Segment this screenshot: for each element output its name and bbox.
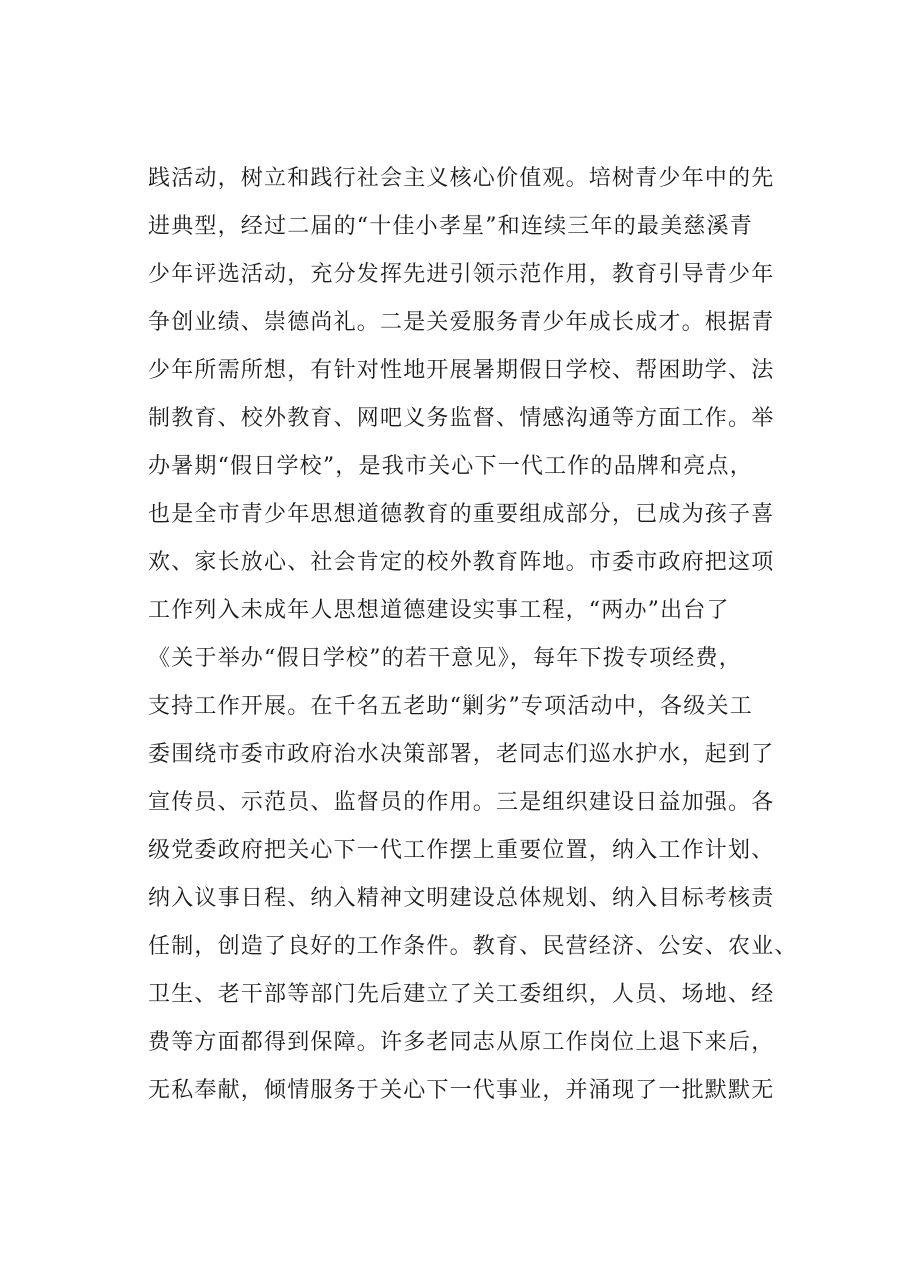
text-line: 进典型，经过二届的“十佳小孝星”和连续三年的最美慈溪青 [148,214,753,239]
body-paragraph [148,155,809,1115]
text-line: 也是全市青少年思想道德教育的重要组成部分，已成为孩子喜 [148,502,775,527]
text-line: 任制，创造了良好的工作条件。教育、民营经济、公安、农业、 [148,934,798,959]
text-line: 纳入议事日程、纳入精神文明建设总体规划、纳入目标考核责 [148,886,775,911]
text-line: 支持工作开展。在千名五老助“剿劣”专项活动中，各级关工 [148,694,753,719]
text-line: 委围绕市委市政府治水决策部署，老同志们巡水护水，起到了 [148,742,775,767]
text-line: 争创业绩、崇德尚礼。二是关爱服务青少年成长成才。根据青 [148,310,775,335]
text-line: 工作列入未成年人思想道德建设实事工程，“两办”出台了 [148,598,730,623]
text-line: 《关于举办“假日学校”的若干意见》，每年下拨专项经费， [148,646,742,671]
text-line: 无私奉献，倾情服务于关心下一代事业，并涌现了一批默默无 [148,1078,775,1103]
text-line: 欢、家长放心、社会肯定的校外教育阵地。市委市政府把这项 [148,550,775,575]
text-line: 践活动，树立和践行社会主义核心价值观。培树青少年中的先 [148,166,775,191]
text-line: 制教育、校外教育、网吧义务监督、情感沟通等方面工作。举 [148,406,775,431]
text-line: 级党委政府把关心下一代工作摆上重要位置，纳入工作计划、 [148,838,775,863]
text-line: 卫生、老干部等部门先后建立了关工委组织，人员、场地、经 [148,982,775,1007]
text-line: 办暑期“假日学校”，是我市关心下一代工作的品牌和亮点， [148,454,753,479]
text-line: 费等方面都得到保障。许多老同志从原工作岗位上退下来后， [148,1030,775,1055]
text-line: 少年评选活动，充分发挥先进引领示范作用，教育引导青少年 [148,262,775,287]
text-line: 少年所需所想，有针对性地开展暑期假日学校、帮困助学、法 [148,358,775,383]
text-line: 宣传员、示范员、监督员的作用。三是组织建设日益加强。各 [148,790,775,815]
